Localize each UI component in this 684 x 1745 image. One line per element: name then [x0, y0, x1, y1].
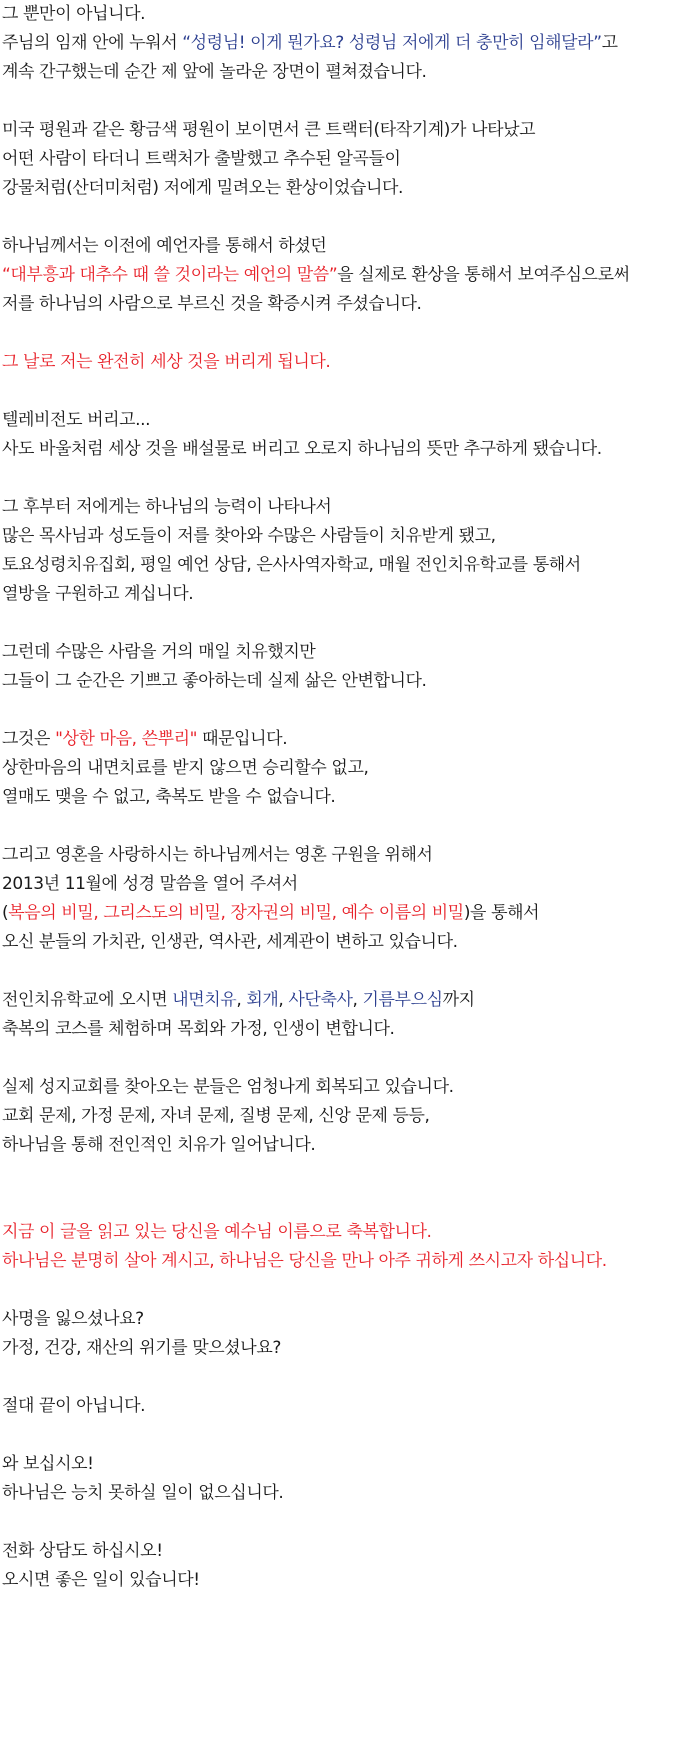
paragraph-spacer — [2, 1363, 684, 1392]
text-line — [2, 986, 684, 1015]
highlighted-text-segment: 기름부으심 — [362, 990, 443, 1010]
paragraph-spacer — [2, 1160, 684, 1218]
paragraph-spacer — [2, 464, 684, 493]
text-line — [2, 1247, 684, 1276]
text-line — [2, 667, 684, 696]
highlighted-text-segment: "상한 마음, 쓴뿌리" — [55, 729, 198, 749]
paragraph-spacer — [2, 812, 684, 841]
text-line — [2, 551, 684, 580]
text-line — [2, 1218, 684, 1247]
text-segment: )을 통해서 — [463, 903, 540, 923]
text-segment: 하나님은 능치 못하실 일이 없으십니다. — [2, 1483, 284, 1503]
paragraph-spacer — [2, 377, 684, 406]
text-segment: 많은 목사님과 성도들이 저를 찾아와 수많은 사람들이 치유받게 됐고, — [2, 526, 496, 546]
text-line — [2, 638, 684, 667]
paragraph-spacer — [2, 319, 684, 348]
text-line — [2, 841, 684, 870]
text-line — [2, 725, 684, 754]
text-segment: 텔레비전도 버리고... — [2, 410, 151, 430]
text-line — [2, 899, 684, 928]
text-segment: , — [236, 990, 247, 1010]
highlighted-text-segment: “대부흥과 대추수 때 쓸 것이라는 예언의 말씀” — [2, 265, 338, 285]
highlighted-text-segment: 사단축사 — [288, 990, 353, 1010]
text-segment: 주님의 임재 안에 누워서 — [2, 33, 183, 53]
highlighted-text-segment: 내면치유 — [172, 990, 237, 1010]
text-line — [2, 435, 684, 464]
text-line — [2, 493, 684, 522]
text-segment: 전인치유학교에 오시면 — [2, 990, 173, 1010]
text-segment: 전화 상담도 하십시오! — [2, 1541, 163, 1561]
text-line — [2, 29, 684, 58]
paragraph-spacer — [2, 696, 684, 725]
text-segment: 을 실제로 환상을 통해서 보여주심으로써 — [337, 265, 630, 285]
highlighted-text-segment: 지금 이 글을 읽고 있는 당신을 예수님 이름으로 축복합니다. — [2, 1222, 432, 1242]
text-segment: 토요성령치유집회, 평일 예언 상담, 은사사역자학교, 매월 전인치유학교를 통해서 — [2, 555, 581, 575]
text-line — [2, 522, 684, 551]
text-line — [2, 1015, 684, 1044]
text-line — [2, 1479, 684, 1508]
text-segment: 그 후부터 저에게는 하나님의 능력이 나타나서 — [2, 497, 332, 517]
text-segment: 고 — [601, 33, 618, 53]
text-segment: 강물처럼(산더미처럼) 저에게 밀려오는 환상이었습니다. — [2, 178, 403, 198]
text-line — [2, 783, 684, 812]
text-segment: 축복의 코스를 체험하며 목회와 가정, 인생이 변합니다. — [2, 1019, 395, 1039]
text-segment: 때문입니다. — [197, 729, 288, 749]
text-segment: 그것은 — [2, 729, 56, 749]
text-line — [2, 145, 684, 174]
text-segment: 2013년 11월에 성경 말씀을 열어 주셔서 — [2, 874, 298, 894]
highlighted-text-segment: 회개 — [246, 990, 279, 1010]
text-segment: 까지 — [442, 990, 475, 1010]
text-line — [2, 0, 684, 29]
text-line — [2, 1450, 684, 1479]
text-segment: 교회 문제, 가정 문제, 자녀 문제, 질병 문제, 신앙 문제 등등, — [2, 1106, 430, 1126]
text-segment: 가정, 건강, 재산의 위기를 맞으셨나요? — [2, 1338, 281, 1358]
text-line — [2, 1566, 684, 1595]
text-line — [2, 290, 684, 319]
text-segment: 어떤 사람이 타더니 트랙처가 출발했고 추수된 알곡들이 — [2, 149, 401, 169]
text-line — [2, 58, 684, 87]
text-line — [2, 1392, 684, 1421]
text-segment: 그들이 그 순간은 기쁘고 좋아하는데 실제 삶은 안변합니다. — [2, 671, 427, 691]
text-line — [2, 1334, 684, 1363]
text-segment: 하나님께서는 이전에 예언자를 통해서 하셨던 — [2, 236, 327, 256]
text-line — [2, 1305, 684, 1334]
text-segment: 오시면 좋은 일이 있습니다! — [2, 1570, 200, 1590]
highlighted-text-segment: 그 날로 저는 완전히 세상 것을 버리게 됩니다. — [2, 352, 331, 372]
text-segment: 계속 간구했는데 순간 제 앞에 놀라운 장면이 펼쳐졌습니다. — [2, 62, 427, 82]
paragraph-spacer — [2, 1276, 684, 1305]
text-segment: 그 뿐만이 아닙니다. — [2, 4, 146, 24]
text-segment: 상한마음의 내면치료를 받지 않으면 승리할수 없고, — [2, 758, 369, 778]
text-segment: 오신 분들의 가치관, 인생관, 역사관, 세계관이 변하고 있습니다. — [2, 932, 458, 952]
text-segment: 와 보십시오! — [2, 1454, 94, 1474]
text-line — [2, 1102, 684, 1131]
highlighted-text-segment: 복음의 비밀, 그리스도의 비밀, 장자권의 비밀, 예수 이름의 비밀 — [8, 903, 464, 923]
text-segment: 사명을 잃으셨나요? — [2, 1309, 144, 1329]
text-line — [2, 580, 684, 609]
text-segment: 절대 끝이 아닙니다. — [2, 1396, 146, 1416]
text-segment: 열매도 맺을 수 없고, 축복도 받을 수 없습니다. — [2, 787, 336, 807]
text-line — [2, 870, 684, 899]
highlighted-text-segment: “성령님! 이게 뭔가요? 성령님 저에게 더 충만히 임해달라” — [182, 33, 602, 53]
text-segment: 하나님을 통해 전인적인 치유가 일어납니다. — [2, 1135, 316, 1155]
text-segment: 사도 바울처럼 세상 것을 배설물로 버리고 오로지 하나님의 뜻만 추구하게 됐습니다. — [2, 439, 602, 459]
text-segment: , — [352, 990, 363, 1010]
text-line — [2, 261, 684, 290]
paragraph-spacer — [2, 87, 684, 116]
paragraph-spacer — [2, 1508, 684, 1537]
paragraph-spacer — [2, 1421, 684, 1450]
text-segment: 그리고 영혼을 사랑하시는 하나님께서는 영혼 구원을 위해서 — [2, 845, 433, 865]
text-line — [2, 174, 684, 203]
text-line — [2, 1537, 684, 1566]
text-line — [2, 406, 684, 435]
paragraph-spacer — [2, 957, 684, 986]
text-line — [2, 754, 684, 783]
text-segment: 그런데 수많은 사람을 거의 매일 치유했지만 — [2, 642, 316, 662]
paragraph-spacer — [2, 203, 684, 232]
text-segment: 미국 평원과 같은 황금색 평원이 보이면서 큰 트랙터(타작기계)가 나타났고 — [2, 120, 536, 140]
highlighted-text-segment: 하나님은 분명히 살아 계시고, 하나님은 당신을 만나 아주 귀하게 쓰시고자 하십니다. — [2, 1251, 607, 1271]
text-segment: 열방을 구원하고 계십니다. — [2, 584, 194, 604]
text-segment: ( — [2, 903, 9, 923]
text-segment: 실제 성지교회를 찾아오는 분들은 엄청나게 회복되고 있습니다. — [2, 1077, 454, 1097]
text-line — [2, 1073, 684, 1102]
text-line — [2, 116, 684, 145]
text-segment: 저를 하나님의 사람으로 부르신 것을 확증시켜 주셨습니다. — [2, 294, 422, 314]
text-line — [2, 1131, 684, 1160]
paragraph-spacer — [2, 609, 684, 638]
text-line — [2, 232, 684, 261]
text-segment: , — [278, 990, 289, 1010]
paragraph-spacer — [2, 1044, 684, 1073]
text-line — [2, 348, 684, 377]
text-line — [2, 928, 684, 957]
